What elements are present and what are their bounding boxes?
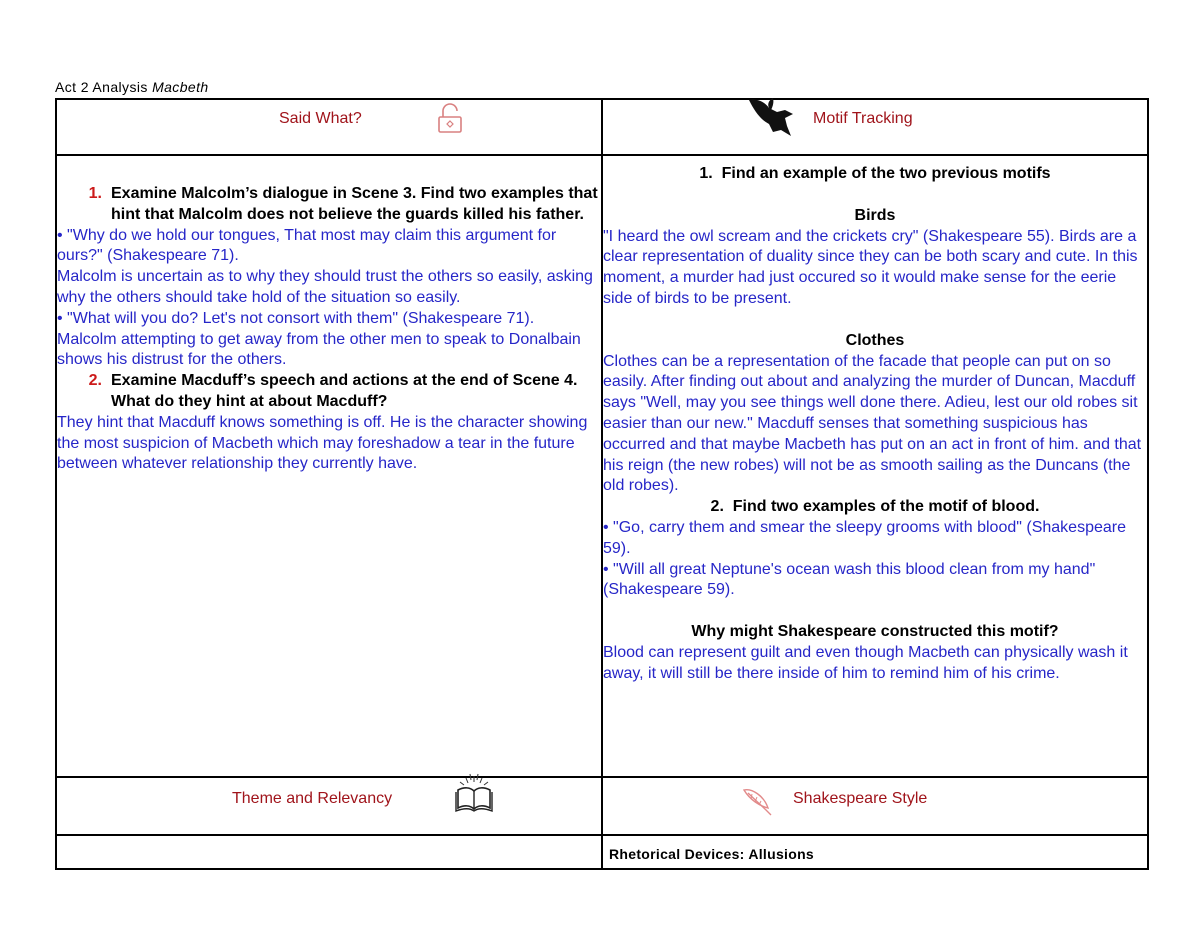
- blood-quote-2: • "Will all great Neptune's ocean wash this blood clean from my hand" (Shakespeare 59).: [603, 560, 1096, 599]
- answer-analysis-3: They hint that Macduff knows something is off. He is the character showing the most suspicion of Macbeth which may foreshadow a tear in the future between whatever relationship they currently have.: [57, 413, 588, 473]
- motif-header-cell: [602, 99, 1148, 155]
- birds-heading: Birds: [854, 206, 896, 224]
- theme-heading: Theme and Relevancy: [232, 790, 393, 807]
- rhetorical-devices: Rhetorical Devices: Allusions: [609, 846, 815, 862]
- style-header-cell: [602, 777, 1148, 835]
- analysis-table: [55, 98, 1149, 870]
- title-prefix: Act 2 Analysis: [55, 79, 148, 95]
- clothes-heading: Clothes: [845, 331, 905, 349]
- motif-heading: Motif Tracking: [813, 110, 913, 127]
- quill-icon: [740, 784, 774, 818]
- motif-content: [602, 155, 1148, 777]
- answer-analysis-1: Malcolm is uncertain as to why they should trust the others so easily, asking why the others should take hold of the situation so easily.: [57, 268, 593, 306]
- blood-quote-1: • "Go, carry them and smear the sleepy grooms with blood" (Shakespeare 59).: [603, 518, 1126, 557]
- birds-text: "I heard the owl scream and the crickets cry" (Shakespeare 55). Birds are a clear representation of duality since they can be both scary and cute. In this moment, a murder had just occured so it would make sense for the eerie side of birds to be present.: [603, 227, 1138, 307]
- answer-analysis-2: Malcolm attempting to get away from the other men to speak to Donalbain shows his distrust for the others.: [57, 330, 581, 369]
- said-what-question-2: 2. Examine Macduff’s speech and actions at the end of Scene 4. What do they hint at about Macduff?: [88, 372, 578, 410]
- said-what-content: [56, 155, 602, 777]
- said-what-heading: Said What?: [279, 110, 362, 127]
- why-text: Blood can represent guilt and even though Macbeth can physically wash it away, it will still be there inside of him to remind him of his crime.: [603, 643, 1128, 682]
- said-what-header-cell: [56, 99, 602, 155]
- title-work: Macbeth: [152, 79, 209, 95]
- open-book-icon: [454, 772, 494, 814]
- theme-header-cell: [56, 777, 602, 835]
- clothes-text: Clothes can be a representation of the facade that people can put on so easily. After finding out about and analyzing the murder of Duncan, Macduff says "Well, may you see things well done there. Adieu, lest our old robes sit easier than our new." Macduff senses that something suspicious has occurred and that maybe Macbeth has put on an act in front of him. and that his reign (the new robes) will not be as smooth sailing as the Duncans (the old robes).: [603, 352, 1142, 495]
- lock-icon: [435, 103, 465, 135]
- motif-question-1: 1. Find an example of the two previous motifs: [699, 165, 1051, 182]
- bird-icon: [747, 96, 797, 140]
- document-title: [55, 79, 209, 95]
- said-what-question-1: 1. Examine Malcolm’s dialogue in Scene 3. Find two examples that hint that Malcolm does not believe the guards killed his father.: [88, 185, 598, 223]
- answer-quote-1: • "Why do we hold our tongues, That most may claim this argument for ours?" (Shakespeare 71).: [57, 226, 557, 265]
- style-heading: Shakespeare Style: [793, 790, 928, 807]
- style-content: [602, 835, 1148, 869]
- answer-quote-2: • "What will you do? Let's not consort with them" (Shakespeare 71).: [57, 309, 535, 327]
- why-heading: Why might Shakespeare constructed this motif?: [691, 623, 1059, 641]
- theme-content: [56, 835, 602, 869]
- motif-question-2: 2. Find two examples of the motif of blood.: [710, 498, 1040, 516]
